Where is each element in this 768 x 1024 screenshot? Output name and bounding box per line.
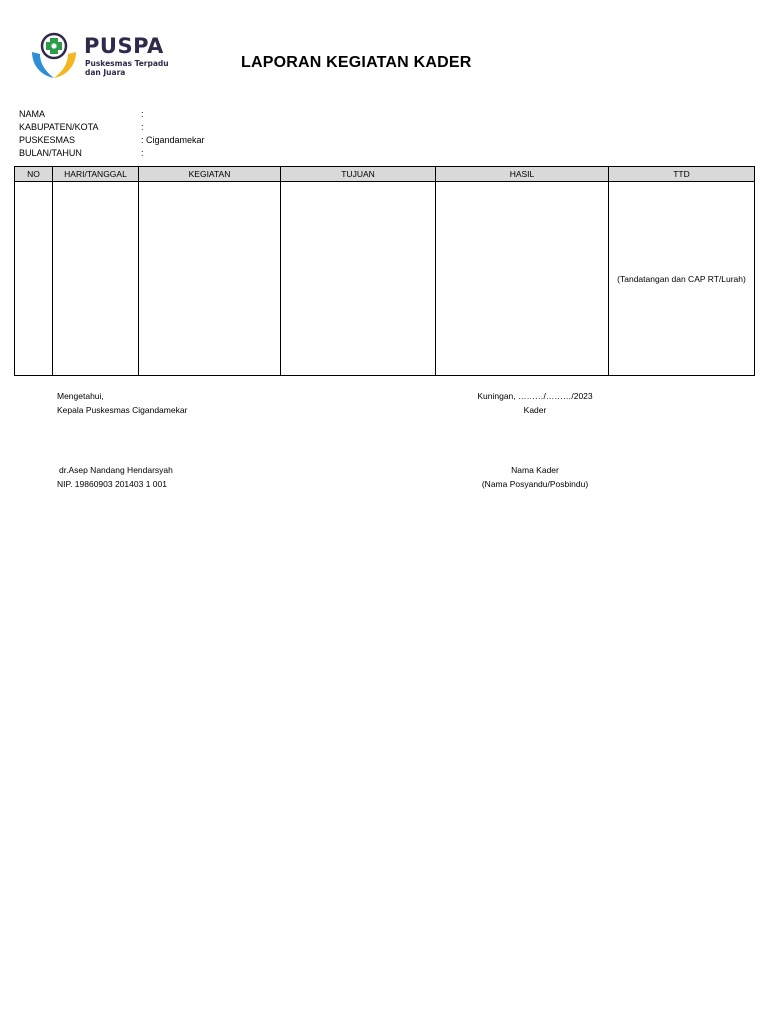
info-label: BULAN/TAHUN bbox=[19, 148, 82, 158]
column-header-signature: TTD bbox=[609, 167, 755, 182]
info-value: : bbox=[141, 148, 144, 158]
signature-space bbox=[57, 417, 277, 463]
column-header-result: HASIL bbox=[436, 167, 609, 182]
cell-result[interactable] bbox=[436, 182, 609, 376]
cadre-organization: (Nama Posyandu/Posbindu) bbox=[481, 479, 589, 489]
info-row-bulan-tahun bbox=[19, 147, 319, 160]
head-name: dr.Asep Nandang Hendarsyah bbox=[59, 465, 173, 475]
logo-tagline-line1: Puskesmas Terpadu bbox=[85, 59, 169, 68]
acknowledged-label: Mengetahui, bbox=[57, 391, 104, 401]
cross-center-h bbox=[52, 45, 57, 48]
signature-block-right bbox=[470, 389, 600, 491]
info-block bbox=[19, 108, 319, 160]
logo-name: PUSPA bbox=[84, 34, 164, 58]
cadre-name: Nama Kader bbox=[511, 465, 559, 475]
place-date: Kuningan, ………/………/2023 bbox=[477, 391, 593, 401]
info-row-nama bbox=[19, 108, 319, 121]
signature-block-left bbox=[57, 389, 277, 491]
info-label: PUSKESMAS bbox=[19, 135, 76, 145]
head-title: Kepala Puskesmas Cigandamekar bbox=[57, 405, 188, 415]
table-row bbox=[15, 182, 755, 376]
cell-purpose[interactable] bbox=[281, 182, 436, 376]
logo-tagline bbox=[85, 59, 185, 77]
cadre-label: Kader bbox=[523, 405, 547, 415]
info-value: : bbox=[141, 122, 144, 132]
info-label: NAMA bbox=[19, 109, 46, 119]
info-label: KABUPATEN/KOTA bbox=[19, 122, 99, 132]
info-row-puskesmas bbox=[19, 134, 319, 147]
cell-no[interactable] bbox=[15, 182, 53, 376]
puspa-logo bbox=[28, 30, 178, 82]
document-title: LAPORAN KEGIATAN KADER bbox=[241, 54, 472, 71]
table-header-row bbox=[15, 167, 755, 182]
info-value: : bbox=[141, 109, 144, 119]
signature-space bbox=[470, 417, 600, 463]
cell-date[interactable] bbox=[53, 182, 139, 376]
column-header-activity: KEGIATAN bbox=[139, 167, 281, 182]
head-nip: NIP. 19860903 201403 1 001 bbox=[57, 479, 167, 489]
cell-signature: (Tandatangan dan CAP RT/Lurah) bbox=[609, 182, 755, 376]
info-value: : Cigandamekar bbox=[141, 135, 205, 145]
column-header-purpose: TUJUAN bbox=[281, 167, 436, 182]
column-header-no: NO bbox=[15, 167, 53, 182]
logo-tagline-line2: dan Juara bbox=[85, 68, 126, 77]
column-header-date: HARI/TANGGAL bbox=[53, 167, 139, 182]
report-table bbox=[14, 166, 755, 376]
info-row-kabupaten bbox=[19, 121, 319, 134]
puspa-emblem-icon bbox=[28, 30, 80, 82]
cell-activity[interactable] bbox=[139, 182, 281, 376]
